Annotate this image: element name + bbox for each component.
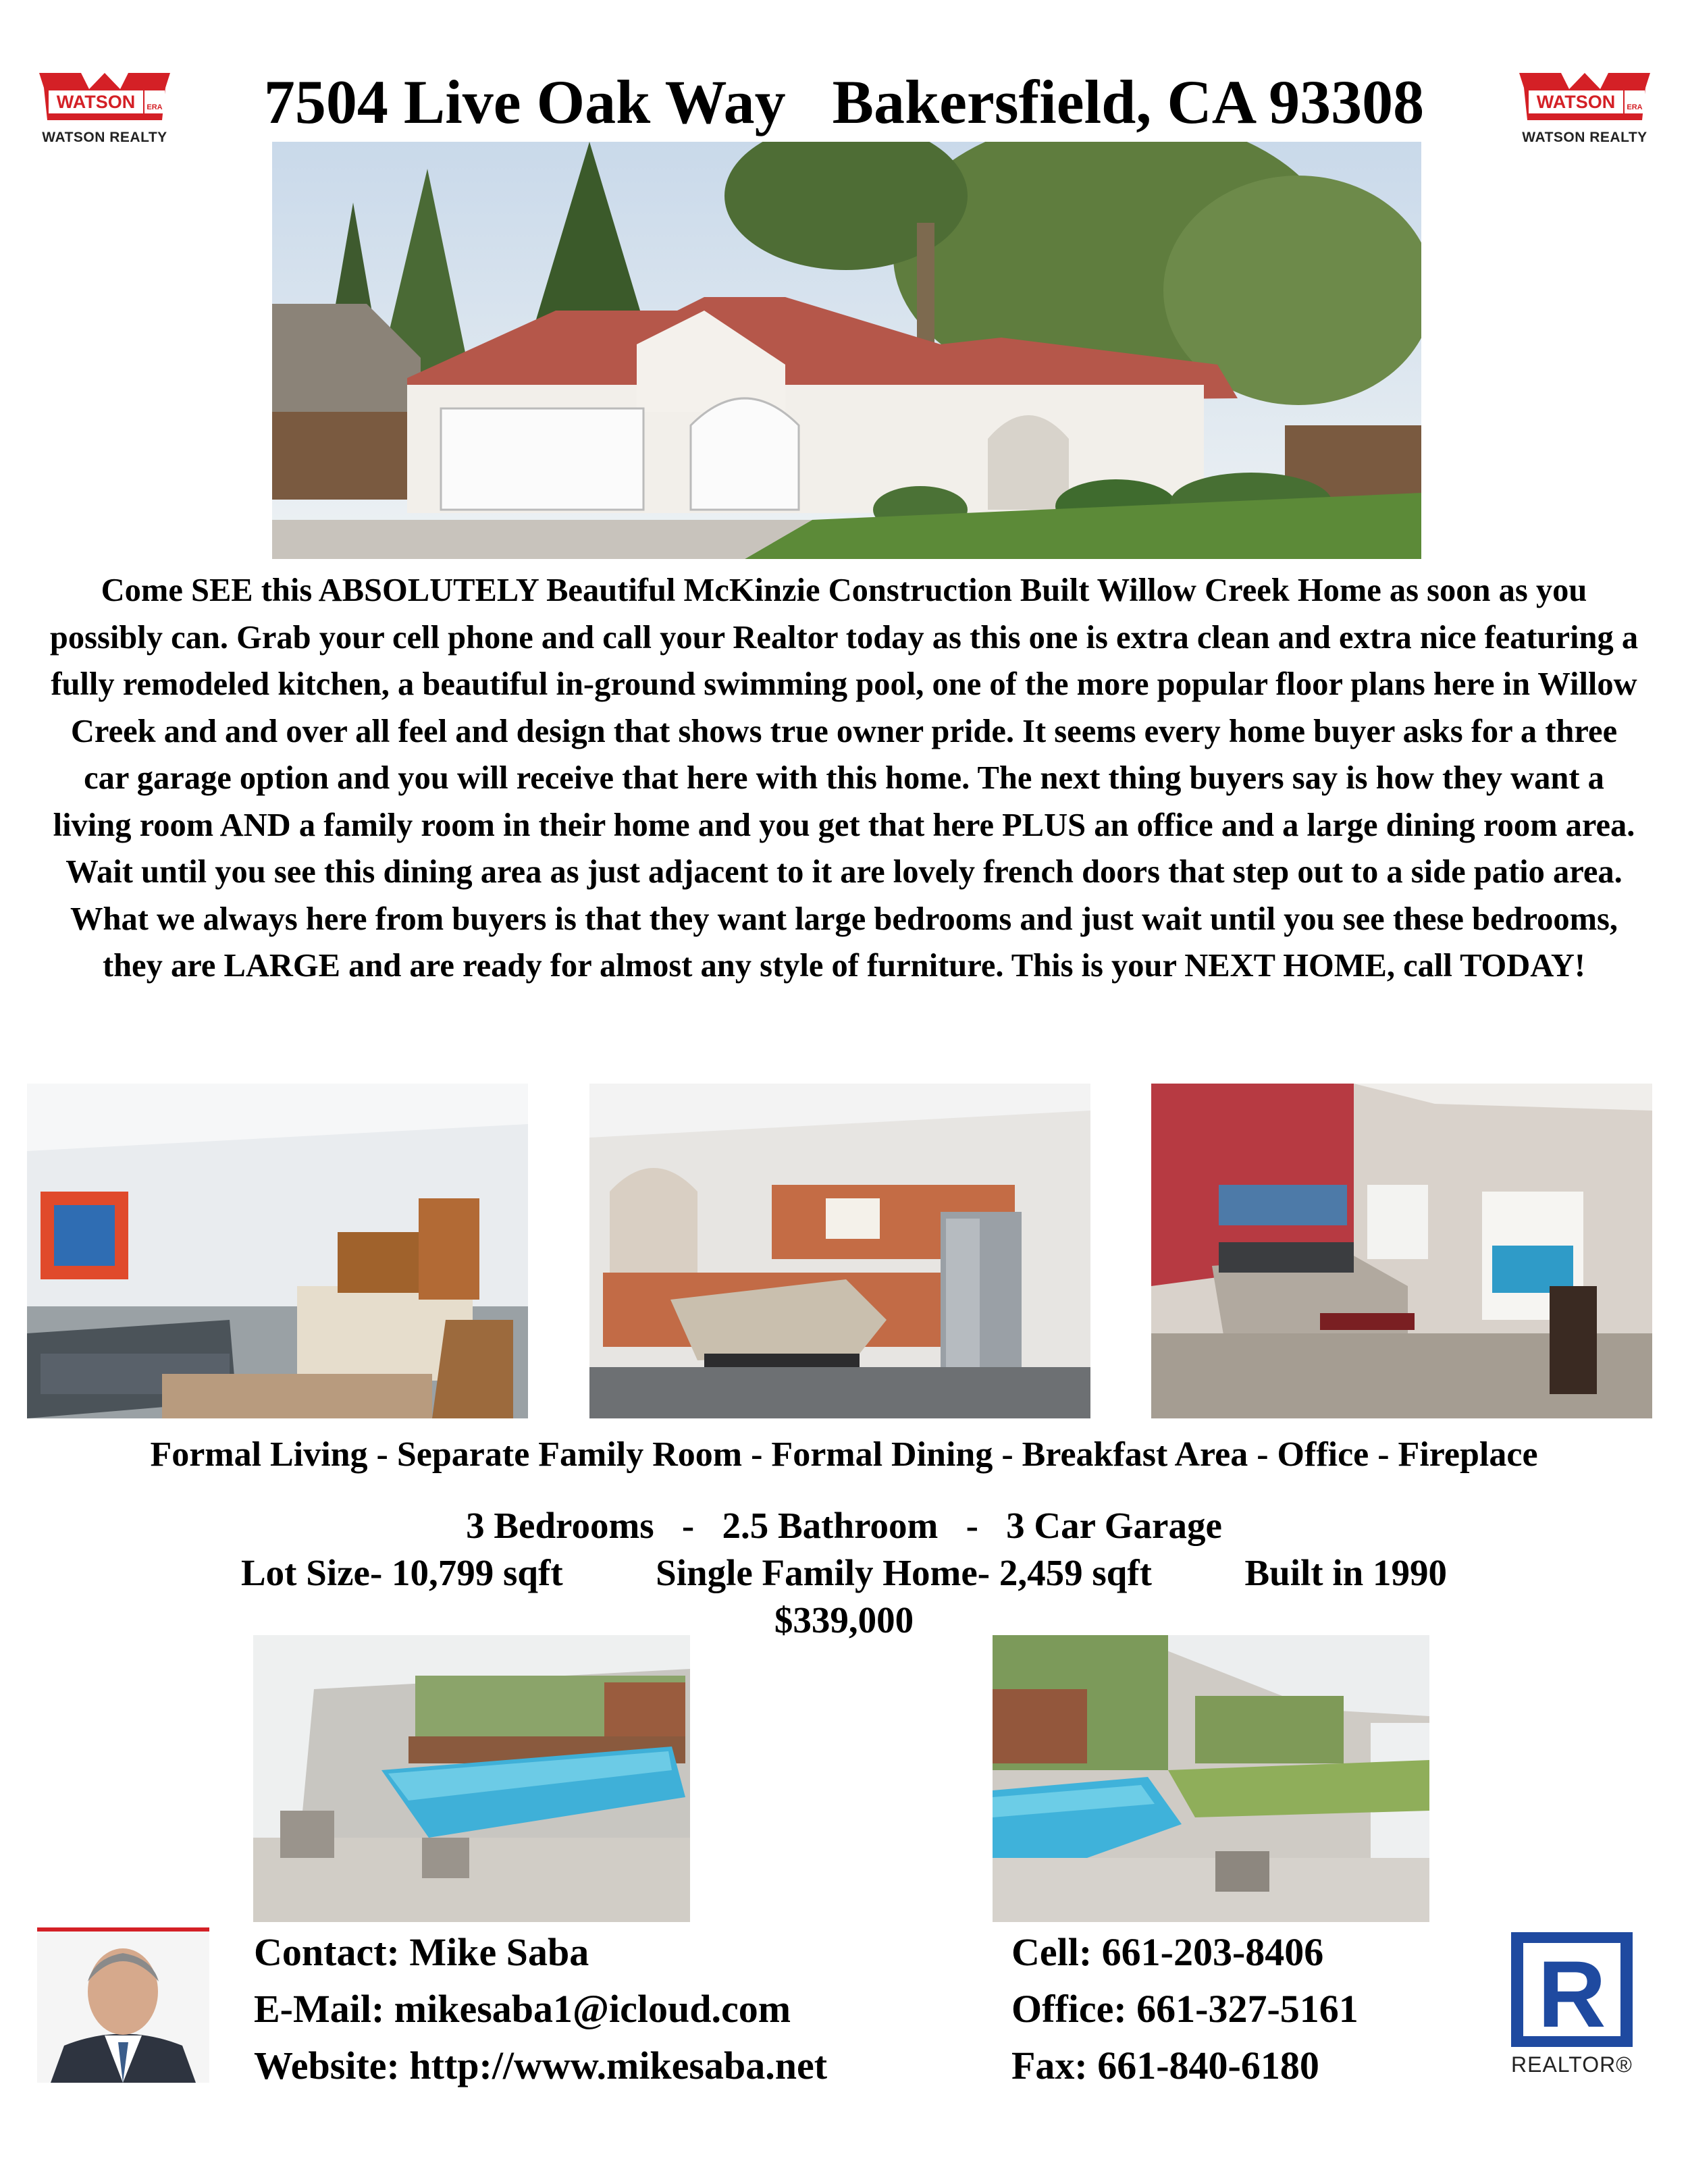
contact-website[interactable]: Website: http://www.mikesaba.net xyxy=(254,2044,828,2087)
realtor-caption: REALTOR® xyxy=(1511,2052,1633,2077)
agent-portrait xyxy=(37,1927,209,2083)
property-description: Come SEE this ABSOLUTELY Beautiful McKinzie Construction Built Willow Creek Home as soon as you possibly can. Grab your cell phone and call your Realtor today as this one is extra clean and extra nice featuring a fully remodeled kitchen, a beautiful in-ground swimming pool, one of the more popular floor plans here in Willow Creek and and over all feel and design that shows true owner pride. It seems every home buyer asks for a three car garage option and you will receive that here with this home. The next thing buyers say is how they want a living room AND a family room in their home and you get that here PLUS an office and a large dining room area. Wait until you see this dining area as just adjacent to it are lovely french doors that step out to a side patio area. What we always here from buyers is that they want large bedrooms and just wait until you see these bedrooms, they are LARGE and are ready for almost any style of furniture. This is your NEXT HOME, call TODAY! xyxy=(49,572,1639,984)
price: $339,000 xyxy=(774,1599,914,1641)
page-title: 7504 Live Oak Way Bakersfield, CA 93308 xyxy=(263,68,1425,136)
bedroom-photo xyxy=(1151,1084,1652,1418)
contact-office: Office: 661-327-5161 xyxy=(1011,1987,1359,2031)
realtor-logo-letter: R xyxy=(1537,1941,1606,2047)
pool-photo-left xyxy=(253,1635,690,1922)
contact-cell: Cell: 661-203-8406 xyxy=(1011,1930,1324,1974)
watson-logo-word: WATSON xyxy=(1536,92,1616,112)
realtor-logo xyxy=(1511,1932,1633,2047)
property-details: Lot Size- 10,799 sqft Single Family Home- 2,459 sqft Built in 1990 xyxy=(241,1552,1447,1593)
contact-fax: Fax: 661-840-6180 xyxy=(1011,2044,1319,2087)
features-list: Formal Living - Separate Family Room - Formal Dining - Breakfast Area - Office - Fireplace xyxy=(150,1435,1538,1474)
house-exterior-photo xyxy=(272,142,1421,559)
watson-logo-caption: WATSON REALTY xyxy=(42,130,167,145)
pool-photo-right xyxy=(993,1635,1429,1922)
rooms-summary: 3 Bedrooms - 2.5 Bathroom - 3 Car Garage xyxy=(466,1505,1222,1546)
watson-logo-word: WATSON xyxy=(56,92,136,112)
era-logo-word: ERA xyxy=(147,103,163,111)
era-logo-word: ERA xyxy=(1627,103,1643,111)
contact-name: Contact: Mike Saba xyxy=(254,1930,589,1974)
contact-email[interactable]: E-Mail: mikesaba1@icloud.com xyxy=(254,1987,791,2031)
living-room-photo xyxy=(27,1084,528,1418)
watson-logo-caption: WATSON REALTY xyxy=(1522,130,1647,145)
kitchen-photo xyxy=(589,1084,1090,1418)
